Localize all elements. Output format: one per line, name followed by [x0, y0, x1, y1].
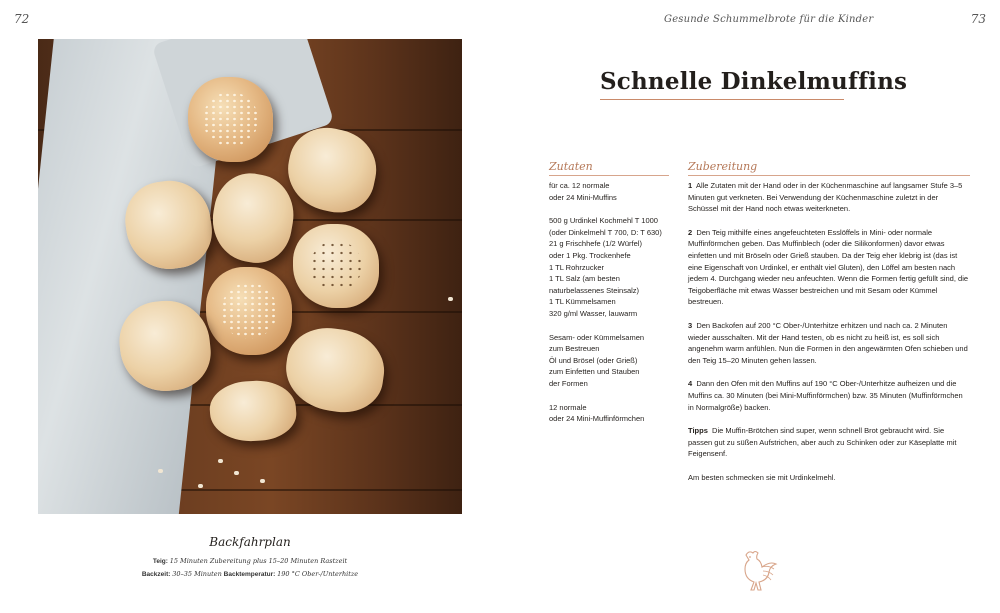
- step-number: 2: [688, 227, 693, 237]
- tips-text: Die Muffin-Brötchen sind super, wenn schnell Brot gebraucht wird. Sie passen gut zu süßen Aufstrichen, aber auch zu Schinken oder zur Käseplatte mit Feigensenf.: [688, 426, 957, 459]
- ingredient-line: Sesam- oder Kümmelsamen: [549, 332, 645, 342]
- step-text: Den Teig mithilfe eines angefeuchteten Esslöffels in Mini- oder normale Muffinförmchen geben. Das Muffinblech (oder die Silikonformen) davor etwas einfetten und mit Bröseln oder Grieß stauben. Da der Teig eher klebrig ist (das ist eine Eigenschaft von Urdinkel, er enthält viel Gluten), den Löffel am besten nach jedem 4. Durchgang wieder neu anfeuchten. Wenn die Formen fertig gefüllt sind, die Teigoberfläche mit etwas Wasser bestreichen und mit Sesam oder Kümmel bestreuen.: [688, 227, 969, 307]
- caption-dough-label: Teig:: [152, 558, 168, 565]
- step-3: [688, 320, 970, 366]
- closing-note: Am besten schmecken sie mit Urdinkelmehl.: [688, 472, 836, 482]
- bun-sesame: [188, 77, 273, 162]
- title-underline: [600, 99, 844, 100]
- caption-bake-temp: 190 °C Ober-/Unterhitze: [277, 570, 359, 578]
- step-4: [688, 378, 970, 413]
- bun-cumin: [293, 224, 379, 308]
- caption-dough: [38, 557, 462, 565]
- recipe-title: Schnelle Dinkelmuffins: [600, 68, 908, 95]
- page-number-right: 73: [970, 12, 986, 26]
- bun-plain: [206, 168, 300, 269]
- bun-sesame: [206, 267, 292, 355]
- caption-dough-text: 15 Minuten Zubereitung plus 15–20 Minuten Rastzeit: [169, 557, 348, 565]
- page-number-left: 72: [14, 12, 30, 26]
- ingredient-line: 21 g Frischhefe (1/2 Würfel): [549, 239, 642, 249]
- preparation-steps: [688, 180, 970, 495]
- caption-bake-time-label: Backzeit:: [141, 571, 171, 578]
- ingredients-rule: [549, 175, 669, 176]
- ingredient-line: Öl und Brösel (oder Grieß): [549, 355, 638, 365]
- ingredient-line: 1 TL Rohrzucker: [549, 262, 605, 272]
- step-number: 3: [688, 320, 693, 330]
- tips: [688, 425, 970, 460]
- caption-bake: [38, 570, 462, 578]
- caption-bake-temp-label: Backtemperatur:: [223, 571, 276, 578]
- caption-title: Backfahrplan: [209, 535, 291, 549]
- ingredient-line: der Formen: [549, 378, 588, 388]
- ingredient-line: naturbelassenes Steinsalz): [549, 285, 640, 295]
- ingredient-line: oder 24 Mini-Muffins: [549, 192, 617, 202]
- ingredient-line: 1 TL Kümmelsamen: [549, 297, 616, 307]
- ingredient-line: 320 g/ml Wasser, lauwarm: [549, 308, 638, 318]
- step-2: [688, 227, 970, 308]
- rooster-icon: [732, 545, 782, 595]
- ingredient-line: oder 24 Mini-Muffinförmchen: [549, 414, 645, 424]
- ingredients-heading: Zutaten: [549, 160, 593, 173]
- preparation-rule: [688, 175, 970, 176]
- ingredient-line: zum Einfetten und Stauben: [549, 367, 640, 377]
- tips-label: Tipps: [688, 426, 708, 436]
- ingredient-line: 1 TL Salz (am besten: [549, 274, 620, 284]
- step-text: Alle Zutaten mit der Hand oder in der Küchenmaschine auf langsamer Stufe 3–5 Minuten gut verkneten. Bei Verwendung der Küchenmaschine zuletzt in der Schüssel mit der Hand noch etwas weiterkneten.: [688, 181, 963, 214]
- muffins-photo: [38, 39, 462, 514]
- bun-plain: [280, 121, 383, 220]
- caption-bake-time: 30–35 Minuten: [172, 570, 222, 578]
- ingredient-line: 12 normale: [549, 402, 587, 412]
- preparation-heading: Zubereitung: [688, 160, 758, 173]
- running-head: Gesunde Schummelbrote für die Kinder: [664, 14, 874, 25]
- step-1: [688, 180, 970, 215]
- ingredients-list: [549, 180, 679, 425]
- step-number: 4: [688, 379, 693, 389]
- ingredient-line: 500 g Urdinkel Kochmehl T 1000: [549, 216, 658, 226]
- ingredient-line: für ca. 12 normale: [549, 181, 610, 190]
- ingredient-line: zum Bestreuen: [549, 344, 600, 354]
- ingredient-line: oder 1 Pkg. Trockenhefe: [549, 250, 631, 260]
- ingredient-line: (oder Dinkelmehl T 700, D: T 630): [549, 227, 662, 237]
- step-text: Dann den Ofen mit den Muffins auf 190 °C Ober-/Unterhitze aufheizen und die Muffins ca. 30 Minuten (bei Mini-Muffinförmchen) bzw. 35 Minuten (Muffinförmchen in Normalgröße) backen.: [688, 379, 963, 412]
- step-number: 1: [688, 181, 693, 190]
- step-text: Den Backofen auf 200 °C Ober-/Unterhitze erhitzen und nach ca. 2 Minuten wieder ausschalten. Mit der Hand testen, ob es nicht zu heiß ist, es soll sich angenehm warm anfühlen. Nun die Formen in den angewärmten Ofen schieben und den Teig 15–20 Minuten gehen lassen.: [688, 320, 968, 365]
- bun-broken: [208, 378, 298, 444]
